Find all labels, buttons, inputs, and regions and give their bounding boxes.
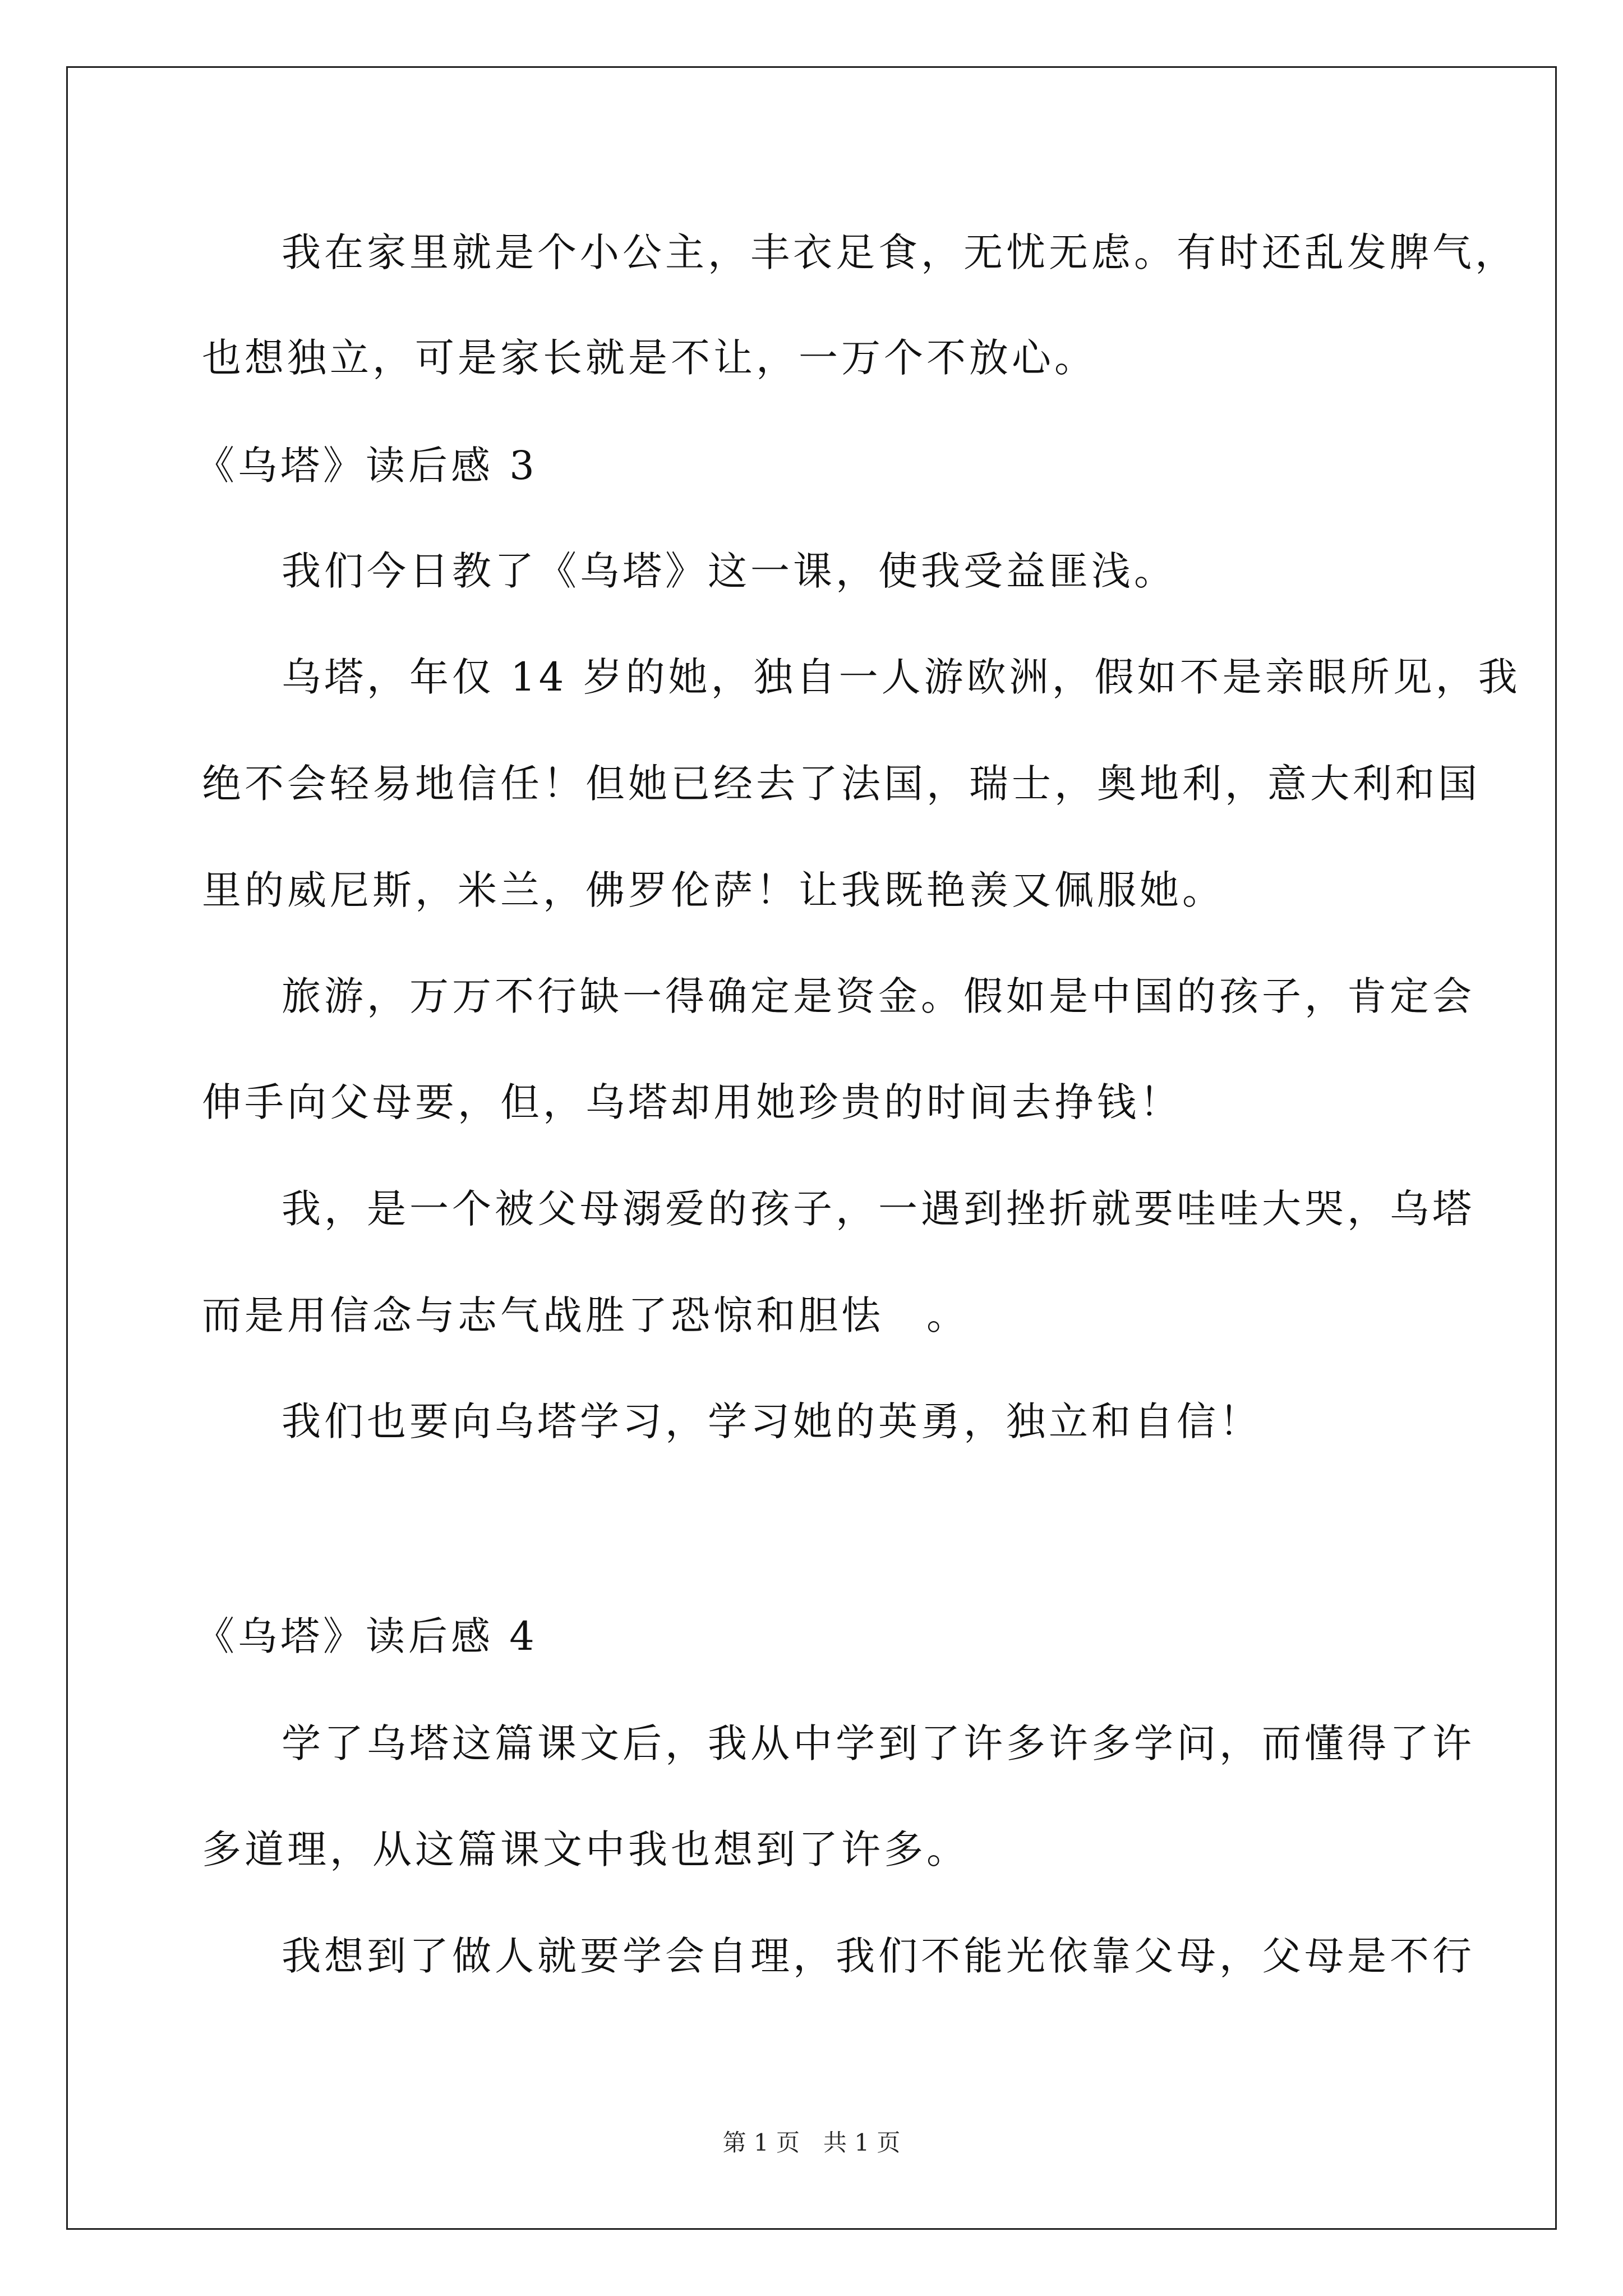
paragraph-line: 旅游，万万不行缺一得确定是资金。假如是中国的孩子，肯定会 (282, 973, 1475, 1019)
paragraph-line: 里的威尼斯，米兰，佛罗伦萨！让我既艳羡又佩服她。 (202, 867, 1225, 913)
paragraph-line: 也想独立，可是家长就是不让，一万个不放心。 (202, 335, 1097, 381)
paragraph-line: 而是用信念与志气战胜了恐惊和胆怯 。 (202, 1292, 969, 1338)
paragraph-line: 我在家里就是个小公主，丰衣足食，无忧无虑。有时还乱发脾气， (282, 229, 1518, 275)
page-number-footer: 第 1 页 共 1 页 (722, 2129, 901, 2156)
paragraph-line: 多道理，从这篇课文中我也想到了许多。 (202, 1826, 969, 1872)
paragraph-line: 绝不会轻易地信任！但她已经去了法国，瑞士，奥地利，意大利和国 (202, 761, 1481, 807)
paragraph-line: 乌塔，年仅 14 岁的她，独自一人游欧洲，假如不是亲眼所见，我 (282, 654, 1521, 700)
paragraph-line: 学了乌塔这篇课文后，我从中学到了许多许多学问，而懂得了许 (282, 1720, 1475, 1766)
paragraph-line: 我们今日教了《乌塔》这一课，使我受益匪浅。 (282, 548, 1177, 594)
paragraph-line: 我想到了做人就要学会自理，我们不能光依靠父母，父母是不行 (282, 1933, 1475, 1979)
section-heading: 《乌塔》读后感 3 (195, 443, 538, 489)
page-border (66, 66, 1557, 2230)
paragraph-line: 我们也要向乌塔学习，学习她的英勇，独立和自信！ (282, 1398, 1262, 1444)
section-heading: 《乌塔》读后感 4 (195, 1613, 538, 1659)
paragraph-line: 我，是一个被父母溺爱的孩子，一遇到挫折就要哇哇大哭，乌塔 (282, 1186, 1475, 1232)
paragraph-line: 伸手向父母要，但，乌塔却用她珍贵的时间去挣钱！ (202, 1079, 1182, 1125)
